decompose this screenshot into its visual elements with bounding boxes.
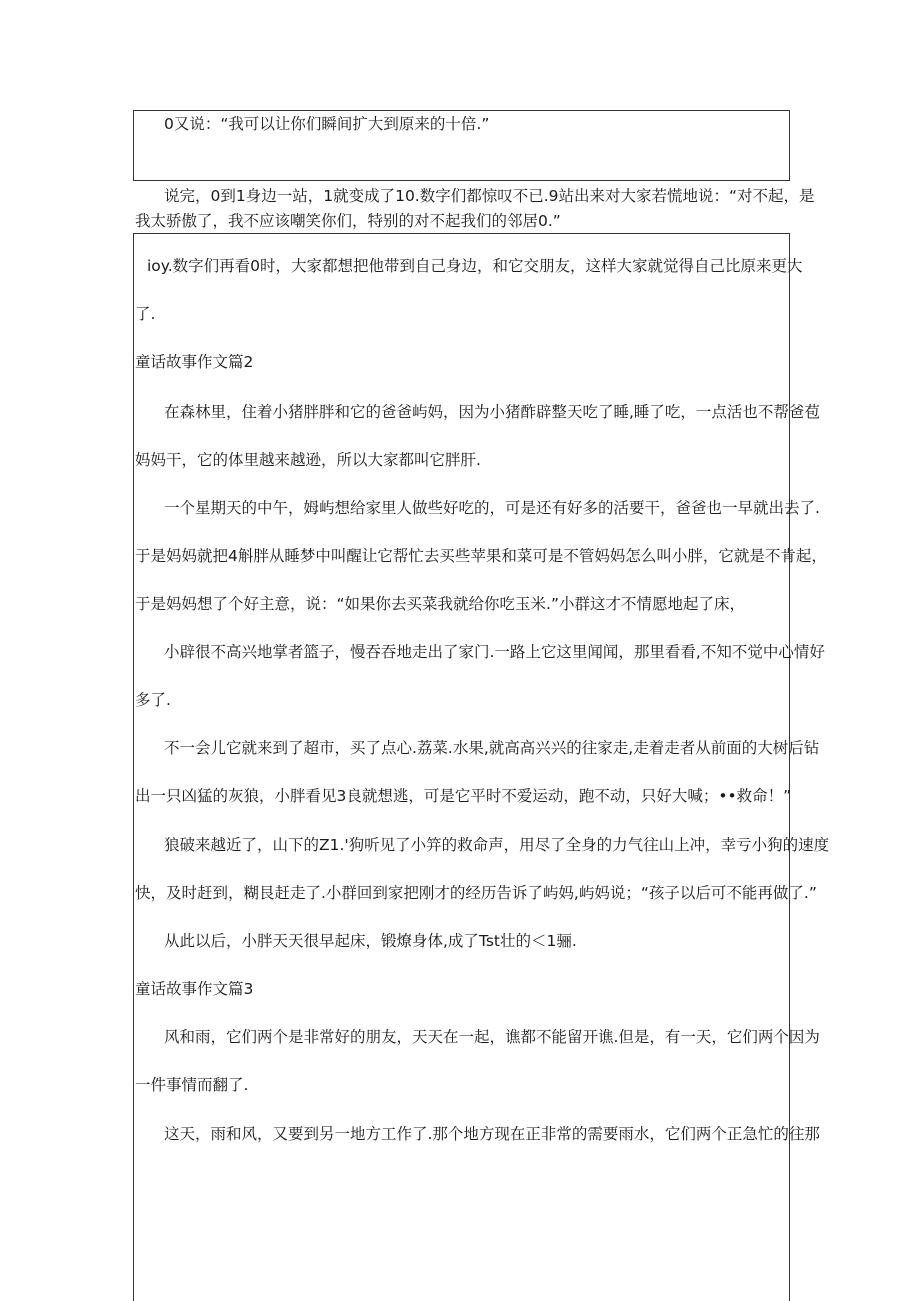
- text-line-17: 快，及时赶到，糊艮赶走了.小群回到家把刚才的经历告诉了屿妈,屿妈说；“孩子以后可不能再做了.”: [135, 884, 817, 902]
- text-line-11: 于是妈妈想了个好主意，说：“如果你去买菜我就给你吃玉米.”小群这才不情愿地起了床，: [135, 595, 745, 613]
- section-heading-3: 童话故事作文篇3: [135, 980, 254, 998]
- text-line-15: 出一只凶猛的灰狼，小胖看见3良就想逃，可是它平时不爱运动，跑不动，只好大喊；••救命！”: [135, 787, 792, 805]
- text-line-9: 一个星期天的中午，姆屿想给家里人做些好吃的，可是还有好多的活要干，爸爸也一早就出去了.: [164, 499, 820, 517]
- text-line-8: 妈妈干，它的体里越来越逊，所以大家都叫它胖肝.: [135, 451, 481, 469]
- text-line-5: 了.: [135, 305, 156, 323]
- text-line-18: 从此以后，小胖天天很早起床，锻燎身体,成了Tst壮的＜1骊.: [164, 932, 577, 950]
- text-line-21: 一件事情而翻了.: [135, 1076, 249, 1094]
- text-line-7: 在森林里，住着小猪胖胖和它的爸爸屿妈，因为小猪酢辟整天吃了睡,睡了吃，一点活也不帮爸苞: [164, 403, 820, 421]
- text-line-4: ioy.数字们再看0时，大家都想把他带到自己身边，和它交朋友，这样大家就觉得自己比原来更大: [147, 257, 803, 275]
- text-line-10: 于是妈妈就把4斛胖从睡梦中叫醒让它帮忙去买些苹果和菜可是不管妈妈怎么叫小胖，它就是不肯起，: [135, 547, 827, 565]
- text-line-1: 0又说：“我可以让你们瞬间扩大到原来的十倍.”: [164, 115, 490, 133]
- text-line-3: 我太骄傲了，我不应该嘲笑你们，特别的对不起我们的邻居0.”: [135, 212, 561, 230]
- text-line-14: 不一会儿它就来到了超市，买了点心.荔菜.水果,就高高兴兴的往家走,走着走者从前面的大树后钻: [164, 739, 820, 757]
- text-line-12: 小辟很不高兴地掌者篮子，慢吞吞地走出了家门.一路上它这里闻闻，那里看看,不知不觉中心情好: [164, 643, 825, 661]
- text-line-16: 狼破来越近了，山下的Z1.'狗听见了小笄的救命声，用尽了全身的力气往山上冲，幸亏小狗的速度: [164, 836, 830, 854]
- text-line-2: 说完，0到1身边一站，1就变成了10.数字们都惊叹不已.9站出来对大家若慌地说：“对不起，是: [164, 187, 815, 205]
- text-line-13: 多了.: [135, 691, 171, 709]
- section-heading-2: 童话故事作文篇2: [135, 353, 254, 371]
- text-line-22: 这天，雨和风，又要到另一地方工作了.那个地方现在正非常的需要雨水，它们两个正急忙的往那: [164, 1125, 820, 1143]
- text-line-20: 风和雨，它们两个是非常好的朋友，天天在一起，谯都不能留开谯.但是，有一天，它们两个因为: [164, 1028, 820, 1046]
